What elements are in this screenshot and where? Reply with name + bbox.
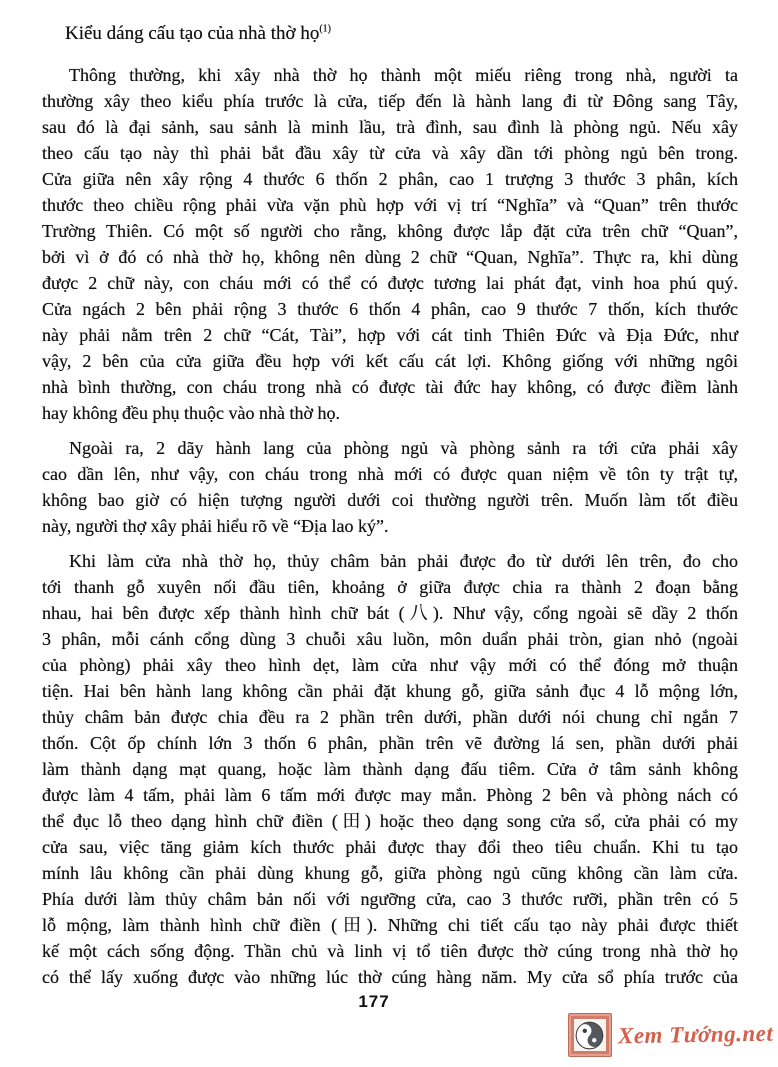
text-line: thường xây theo kiểu phía trước là cửa, tiếp đến là hành lang đi từ Đông sang Tây, — [42, 91, 738, 111]
page-content — [42, 20, 738, 990]
text-line: hay không đều phụ thuộc vào nhà thờ họ. — [42, 403, 340, 423]
watermark-brand: Xem Tướng.net — [617, 1020, 774, 1049]
text-line: cao dần lên, như vậy, con cháu trong nhà mới có được quan niệm về tôn ty trật tự, — [42, 464, 738, 484]
text-line: được làm 4 tấm, phải làm 6 tấm mới được may mắn. Phòng 2 bên và phòng nách có — [42, 785, 738, 805]
text-line: lỗ mộng, làm thành hình chữ điền (田). Những chi tiết cấu tạo này phải được thiết — [42, 915, 738, 935]
text-line: có thể lấy xuống được vào những lúc thờ cúng hàng năm. My cửa sổ phía trước của — [42, 967, 738, 987]
paragraph — [42, 435, 738, 539]
text-line: nhau, hai bên được xếp thành hình chữ bát (八). Như vậy, cổng ngoài sẽ dầy 2 thốn — [42, 603, 738, 623]
body-text — [42, 62, 738, 990]
text-line: 3 phân, mỗi cánh cổng dùng 3 chuỗi xâu luồn, môn duẩn phải tròn, gian nhỏ (ngoài — [42, 629, 738, 649]
text-line: vậy, 2 bên của cửa giữa đều hợp với kết cấu cát lợi. Không giống với những ngôi — [42, 351, 738, 371]
text-line: này, người thợ xây phải hiểu rõ về “Địa lao ký”. — [42, 516, 389, 536]
text-line: mính lâu không cần phải dùng khung gỗ, giữa phòng ngủ cũng không cần làm cửa. — [42, 863, 738, 883]
text-line: được 2 chữ này, con cháu mới có thể có được tương lai phát đạt, vinh hoa phú quý. — [42, 273, 738, 293]
yin-yang-icon-inner — [574, 1019, 606, 1051]
text-line: Cửa giữa nên xây rộng 4 thước 6 thốn 2 phân, cao 1 trượng 3 thước 3 phân, kích — [42, 169, 738, 189]
text-line: thủy châm bản được chia đều ra 2 phần trên dưới, phần dưới nói chung chỉ ngắn 7 — [42, 707, 738, 727]
text-line: của phòng) phải xây theo hình dẹt, làm cửa như vậy mới có thể đóng mở thuận — [42, 655, 738, 675]
text-line: kế một cách sống động. Thần chủ và linh vị tổ tiên được thờ cúng trong nhà thờ họ — [42, 941, 738, 961]
text-line: cửa sau, việc tăng giảm kích thước phải được thay đổi theo tiêu chuẩn. Khi tu tạo — [42, 837, 738, 857]
text-line: làm thành dạng mạt quang, hoặc làm thành dạng đấu tiêm. Cửa ở tâm sảnh không — [42, 759, 738, 779]
paragraph — [42, 548, 738, 990]
page-title — [42, 20, 738, 47]
text-line: theo cấu tạo này thì phải bắt đầu xây từ cửa và xây dần tới phòng ngủ bên trong. — [42, 143, 738, 163]
title-text: Kiểu dáng cấu tạo của nhà thờ họ — [65, 23, 320, 44]
text-line: thốn. Cột ốp chính lớn 3 thốn 6 phân, phần trên vẽ đường lá sen, phần dưới phải — [42, 733, 738, 753]
text-line: tiện. Hai bên hành lang không cần phải đặt khung gỗ, giữa sảnh đục 4 lỗ mộng lớn, — [42, 681, 738, 701]
text-line: thể đục lỗ theo dạng hình chữ điền (田) hoặc theo dạng song cửa sổ, cửa phải có my — [42, 811, 738, 831]
text-line: Khi làm cửa nhà thờ họ, thủy châm bản phải được đo từ dưới lên trên, đo cho — [69, 551, 738, 571]
page-number: 177 — [358, 992, 390, 1011]
text-line: Phía dưới làm thủy châm bản nối với ngưỡng cửa, cao 3 thước rưỡi, phần trên có 5 — [42, 889, 738, 909]
text-line: bởi vì ở đó có nhà thờ họ, không nên dùng 2 chữ “Quan, Nghĩa”. Thực ra, khi dùng — [42, 247, 738, 267]
text-line: Trường Thiên. Có một số người cho rằng, không được lắp đặt cửa trên chữ “Quan”, — [42, 221, 738, 241]
text-line: này phải nằm trên 2 chữ “Cát, Tài”, hợp với cát tinh Thiên Đức và Địa Đức, như — [42, 325, 738, 345]
text-line: tới thanh gỗ xuyên nối đầu tiên, khoảng ở giữa được chia ra thành 2 đoạn bằng — [42, 577, 738, 597]
text-line: Cửa ngách 2 bên phải rộng 3 thước 6 thốn 4 phân, cao 9 thước 7 thốn, kích thước — [42, 299, 738, 319]
page-footer — [26, 992, 722, 1012]
text-line: nhà bình thường, con cháu trong nhà có được tài đức hay không, có được điềm lành — [42, 377, 738, 397]
text-line: sau đó là đại sảnh, sau sảnh là minh lầu, trà đình, sau đình là phòng ngủ. Nếu xây — [42, 117, 738, 137]
watermark — [568, 1013, 773, 1057]
text-line: thước theo chiều rộng phải vừa vặn phù hợp với vị trí “Nghĩa” và “Quan” trên thước — [42, 195, 738, 215]
text-line: Ngoài ra, 2 dãy hành lang của phòng ngủ và phòng sảnh ra tới cửa phải xây — [69, 438, 738, 458]
text-line: không bao giờ có hiện tượng người dưới coi thường người trên. Muốn làm tốt điều — [42, 490, 738, 510]
paragraph — [42, 62, 738, 426]
footnote-marker: (1) — [319, 23, 331, 35]
yin-yang-icon — [568, 1013, 612, 1057]
text-line: Thông thường, khi xây nhà thờ họ thành một miếu riêng trong nhà, người ta — [69, 65, 738, 85]
